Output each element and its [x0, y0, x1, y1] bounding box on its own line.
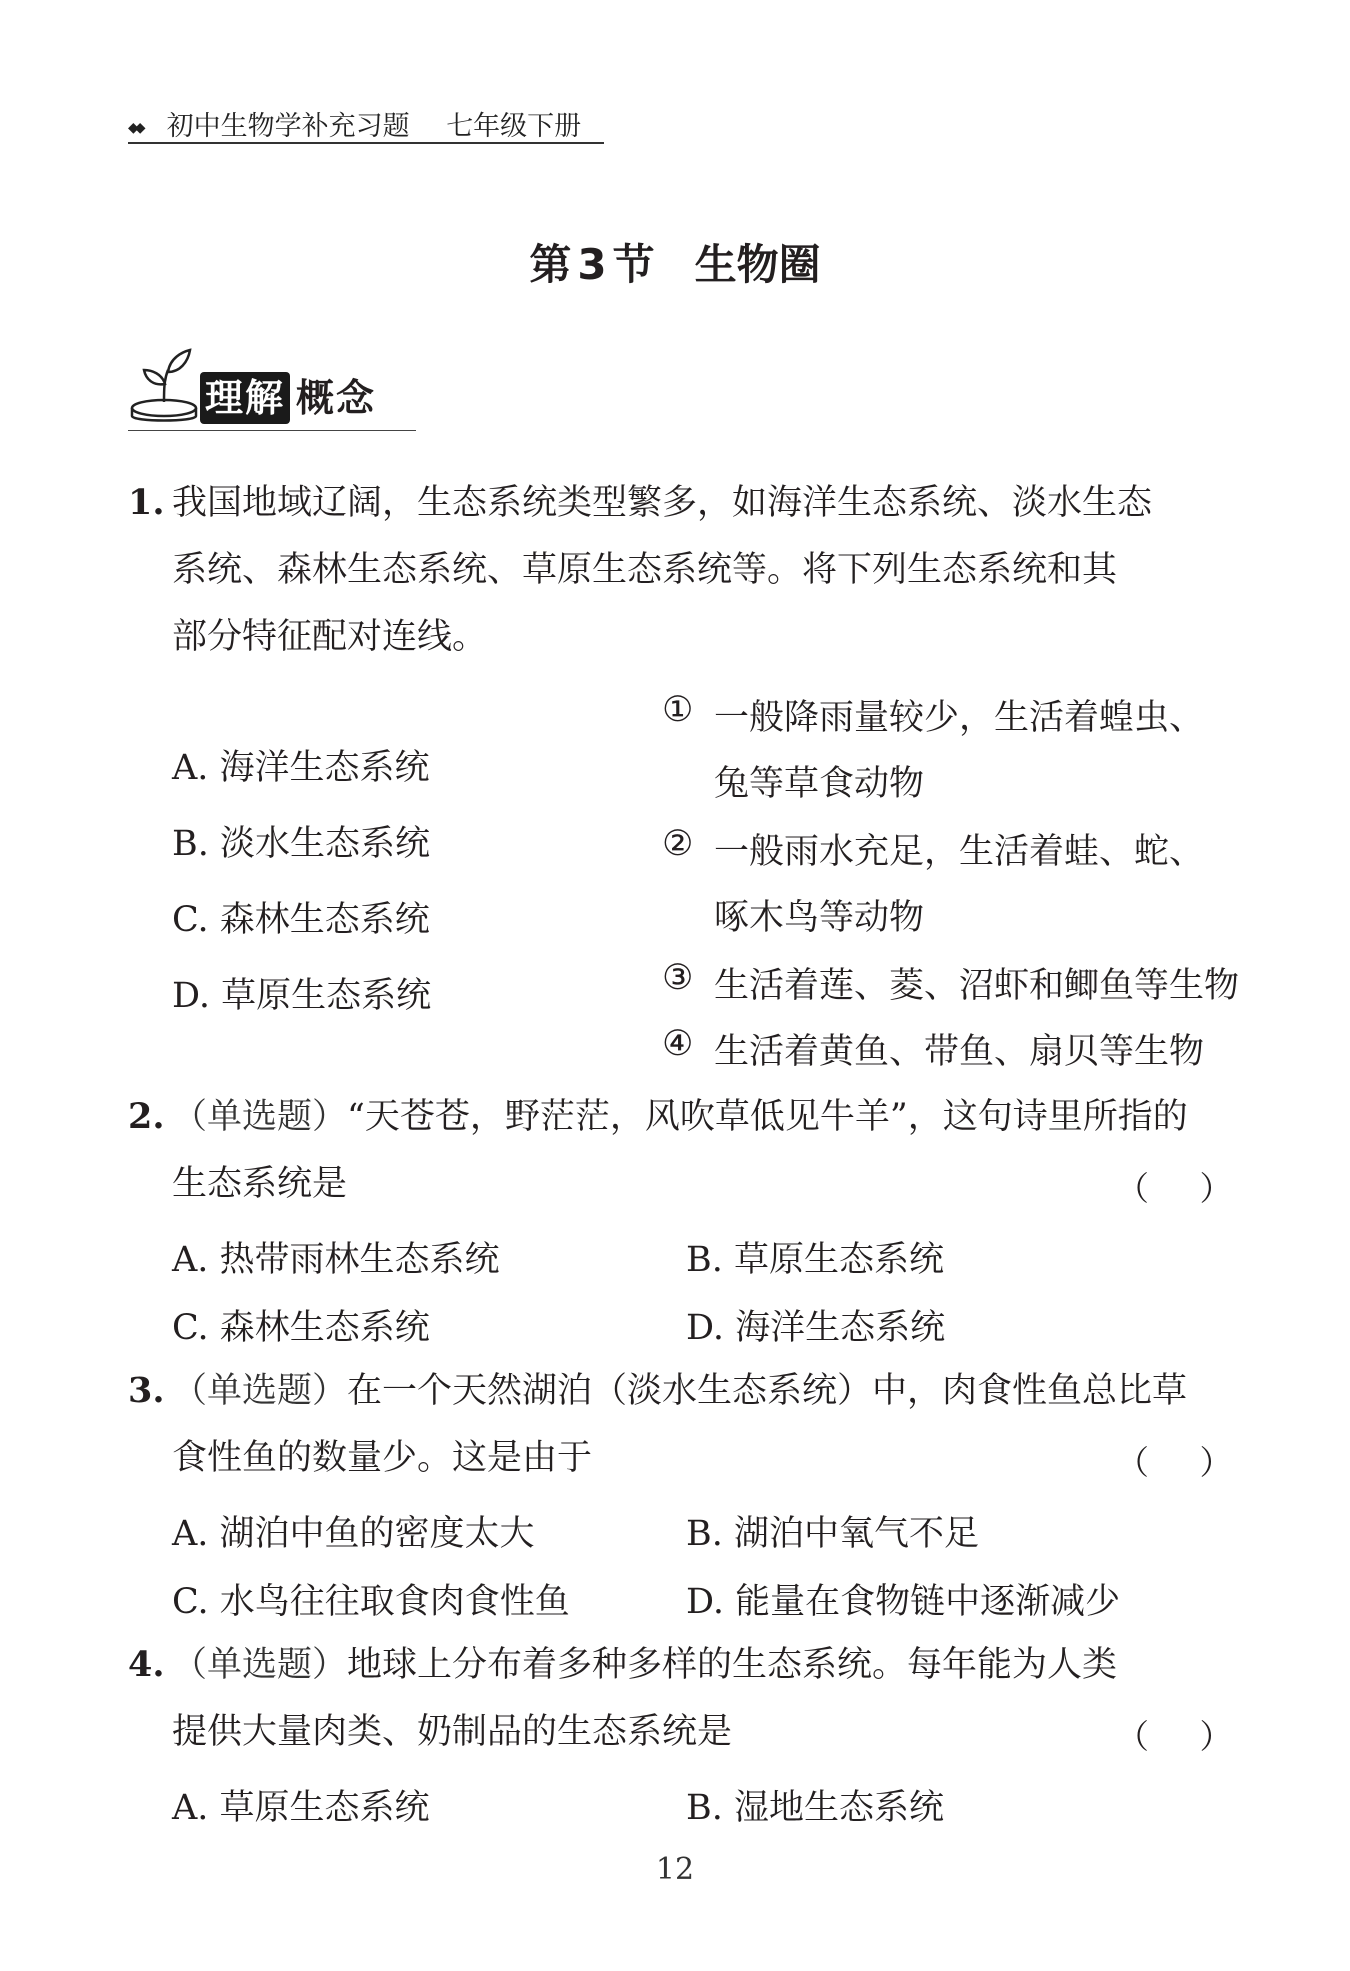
- match-right-text: 一般降雨量较少，生活着蝗虫、: [714, 698, 1205, 738]
- option-b[interactable]: B. 湖泊中氧气不足: [686, 1514, 979, 1554]
- question-type: （单选题）: [172, 1371, 348, 1411]
- match-right-marker: ③: [662, 958, 694, 998]
- diamond-bullet-icon: ◆◆: [128, 119, 142, 136]
- option-a[interactable]: A. 草原生态系统: [172, 1788, 430, 1828]
- question-line: [172, 1358, 1187, 1425]
- badge-underline: [128, 430, 416, 431]
- section-name: 生物圈: [694, 240, 821, 289]
- option-a[interactable]: A. 热带雨林生态系统: [172, 1240, 500, 1280]
- match-right-marker: ④: [662, 1024, 694, 1064]
- question-line: 系统、森林生态系统、草原生态系统等。将下列生态系统和其: [172, 550, 1118, 590]
- book-series-title: 初中生物学补充习题: [166, 111, 410, 142]
- match-right-marker: ①: [662, 690, 694, 730]
- match-left-item: B. 淡水生态系统: [172, 824, 430, 864]
- question-type: （单选题）: [172, 1097, 348, 1137]
- match-right-text: 兔等草食动物: [714, 764, 925, 804]
- header-divider: [128, 142, 604, 144]
- match-right-text: 啄木鸟等动物: [714, 898, 925, 938]
- option-c[interactable]: C. 水鸟往往取食肉食性鱼: [172, 1582, 570, 1622]
- answer-paren[interactable]: （ ）: [1116, 1717, 1233, 1756]
- question-line: 提供大量肉类、奶制品的生态系统是: [172, 1712, 733, 1752]
- badge-label: 概念: [296, 376, 377, 420]
- option-c[interactable]: C. 森林生态系统: [172, 1308, 430, 1348]
- question-line: [172, 1632, 1117, 1699]
- question-text: 在一个天然湖泊（淡水生态系统）中，肉食性鱼总比草: [347, 1371, 1188, 1411]
- question-number: 4.: [128, 1644, 165, 1685]
- question-number: 1.: [128, 482, 165, 523]
- answer-paren[interactable]: （ ）: [1116, 1169, 1233, 1208]
- option-d[interactable]: D. 海洋生态系统: [686, 1308, 946, 1348]
- option-a[interactable]: A. 湖泊中鱼的密度太大: [172, 1514, 535, 1554]
- question-line: 生态系统是: [172, 1164, 348, 1204]
- question-line: 部分特征配对连线。: [172, 617, 488, 657]
- match-right-text: 生活着黄鱼、带鱼、扇贝等生物: [714, 1032, 1205, 1072]
- page-number: 12: [655, 1852, 695, 1887]
- match-right-text: 一般雨水充足，生活着蛙、蛇、: [714, 832, 1205, 872]
- badge-highlight: 理解: [200, 372, 290, 424]
- option-b[interactable]: B. 草原生态系统: [686, 1240, 944, 1280]
- answer-paren[interactable]: （ ）: [1116, 1443, 1233, 1482]
- question-text: “天苍苍，野茫茫，风吹草低见牛羊”，这句诗里所指的: [347, 1097, 1188, 1137]
- section-title: [0, 232, 1350, 292]
- question-text: 地球上分布着多种多样的生态系统。每年能为人类: [347, 1645, 1118, 1685]
- match-left-item: A. 海洋生态系统: [172, 748, 430, 788]
- match-left-item: D. 草原生态系统: [172, 976, 432, 1016]
- question-type: （单选题）: [172, 1645, 348, 1685]
- book-grade: 七年级下册: [446, 111, 582, 142]
- running-header: [128, 104, 581, 143]
- seedling-dish-icon: [128, 346, 200, 432]
- question-line: 我国地域辽阔，生态系统类型繁多，如海洋生态系统、淡水生态: [172, 483, 1153, 523]
- match-left-item: C. 森林生态系统: [172, 900, 430, 940]
- section-suffix: 节: [612, 240, 655, 289]
- option-b[interactable]: B. 湿地生态系统: [686, 1788, 944, 1828]
- concept-badge: [128, 346, 418, 432]
- option-d[interactable]: D. 能量在食物链中逐渐减少: [686, 1582, 1121, 1622]
- question-number: 2.: [128, 1096, 165, 1137]
- question-number: 3.: [128, 1370, 165, 1411]
- question-line: 食性鱼的数量少。这是由于: [172, 1438, 593, 1478]
- question-line: [172, 1084, 1188, 1151]
- match-right-text: 生活着莲、菱、沼虾和鲫鱼等生物: [714, 966, 1240, 1006]
- section-prefix: 第: [529, 240, 572, 289]
- match-right-marker: ②: [662, 824, 694, 864]
- section-number: 3: [577, 240, 607, 289]
